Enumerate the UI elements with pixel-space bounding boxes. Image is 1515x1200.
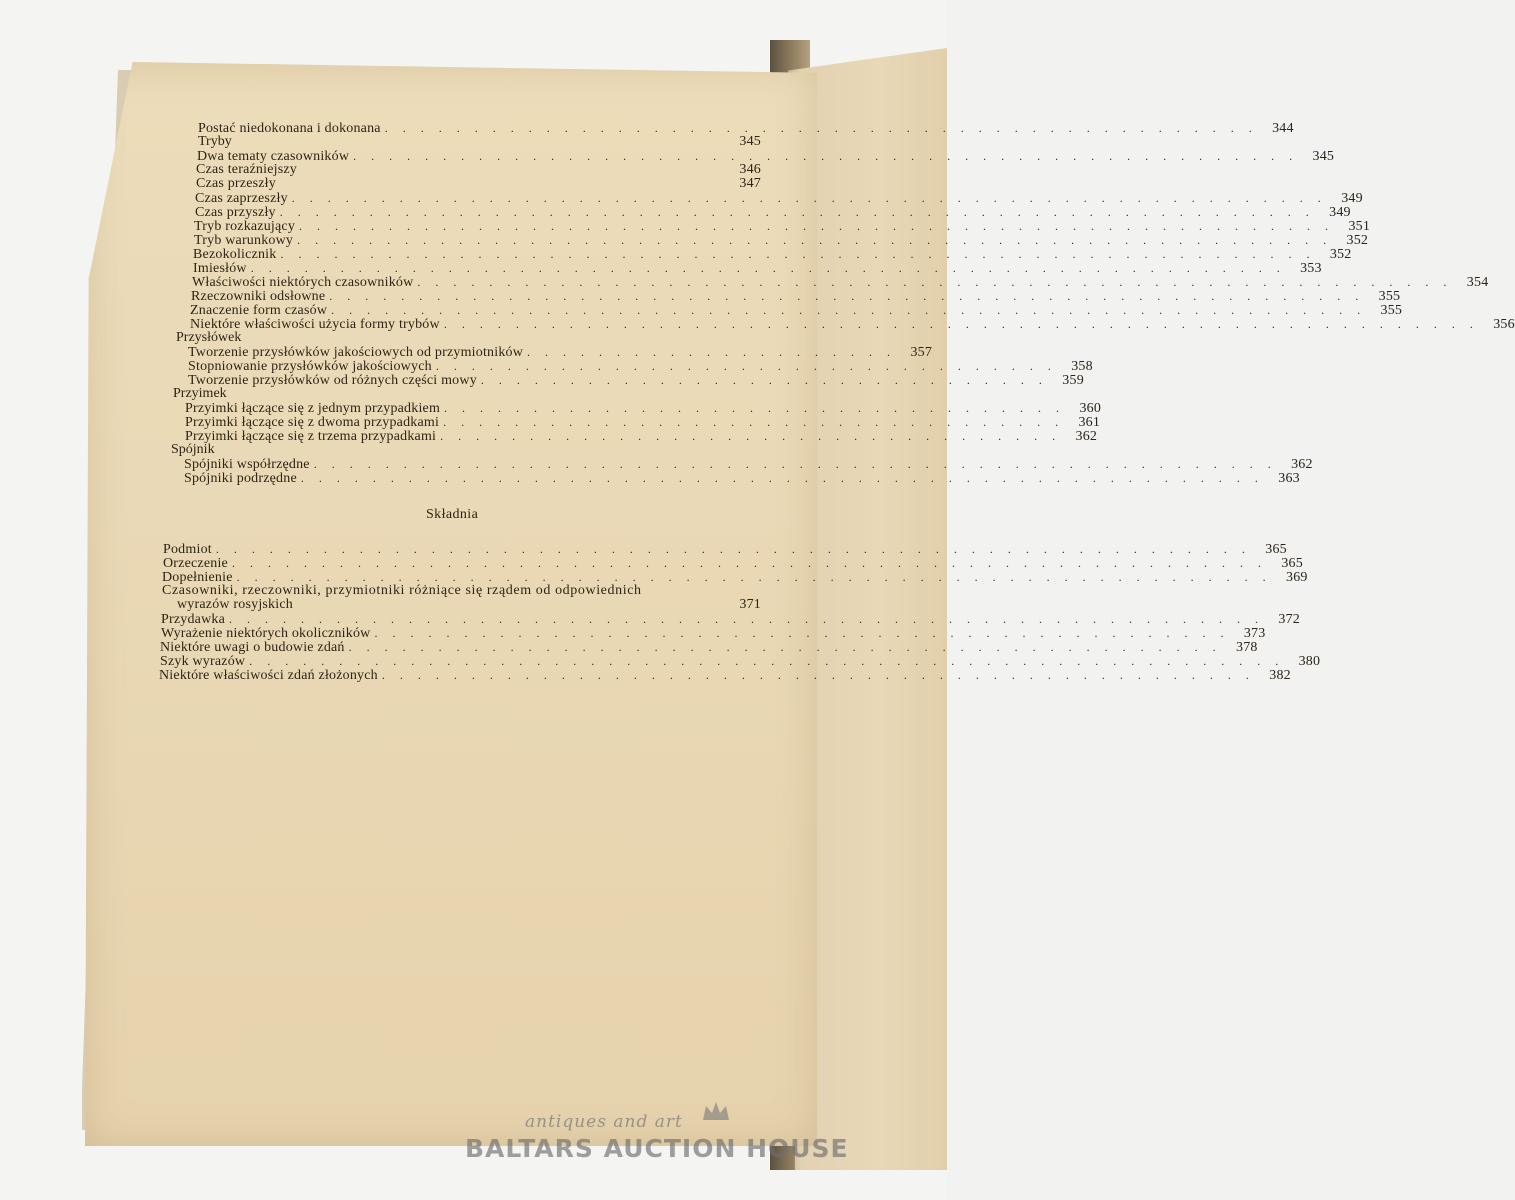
- toc-entry-page: 371: [739, 597, 761, 612]
- toc-entry-label: Czas przyszły: [195, 205, 276, 220]
- toc-entry: [196, 163, 761, 177]
- toc-entry: [161, 626, 1266, 641]
- toc-entry: [161, 612, 1301, 627]
- toc-entry-label: Tryb warunkowy: [194, 233, 294, 248]
- leader-dots: . . . . . . . . . . . . . . . . . . . . . . . . . . . . . . . . . . . . . . . . . . . . . . . . . . . . . . . . . .: [417, 275, 1453, 289]
- leader-dots: . . . . . . . . . . . . . . . . . . . . . . . . . . . . . . . . . . . . . . . . . . . . . . . .: [374, 626, 1230, 640]
- toc-entry-label: Dopełnienie: [162, 570, 233, 585]
- watermark-subtitle: antiques and art: [525, 1112, 683, 1132]
- auction-house-watermark: [465, 1100, 885, 1180]
- toc-entry: [191, 289, 1401, 304]
- toc-entry: [160, 654, 1321, 669]
- section-heading-przyimek: Przyimek: [173, 386, 227, 401]
- leader-dots: . . . . . . . . . . . . . . . . . . . . . . . . . . . . . . . . . . . . . . . . . . . . . . . . . . . . . .: [313, 457, 1277, 471]
- toc-entry: [196, 177, 761, 191]
- leader-dots: . . . . . . . . . . . . . . . . . . . . . . . . . . . . . . . . . . . . . . . . . . . . . . . . .: [348, 640, 1222, 654]
- toc-entry-label: Przyimki łączące się z trzema przypadkami: [185, 429, 437, 444]
- toc-entry-label: Wyrażenie niektórych okoliczników: [161, 626, 371, 641]
- toc-entry: [177, 598, 761, 612]
- toc-entry-label: Niektóre właściwości zdań złożonych: [159, 668, 378, 683]
- toc-entry-label: Spójniki współrzędne: [184, 457, 310, 472]
- toc-entry-label: Niektóre uwagi o budowie zdań: [160, 640, 345, 655]
- toc-entry: [198, 135, 761, 149]
- toc-entry-label: Bezokolicznik: [193, 247, 277, 262]
- section-heading-spojnik: Spójnik: [171, 442, 215, 457]
- section-heading-skladnia: Składnia: [426, 507, 479, 522]
- toc-entry-label: Rzeczowniki odsłowne: [191, 289, 326, 304]
- toc-entry-label: Tworzenie przysłówków od różnych części mowy: [188, 373, 477, 388]
- toc-entry-label: Niektóre właściwości użycia formy trybów: [190, 317, 440, 332]
- toc-entry-label: Postać niedokonana i dokonana: [198, 121, 381, 136]
- leader-dots: . . . . . . . . . . . . . . . . . . . . . . . . . . . . . . . . . . . . . . . . . . . . . . . . . . . . . . . . . .: [279, 205, 1315, 219]
- toc-entry-page: 372: [1278, 612, 1301, 627]
- toc-entry-label: Podmiot: [163, 542, 212, 557]
- toc-entry-label: Znaczenie form czasów: [190, 303, 328, 318]
- toc-entry-label: Imiesłów: [193, 261, 247, 276]
- toc-entry: [195, 191, 1363, 206]
- toc-entry: [159, 668, 1291, 683]
- toc-entry-page: 369: [1286, 570, 1308, 585]
- toc-entry: [184, 471, 1300, 486]
- toc-entry-page: 346: [739, 162, 761, 177]
- toc-entry-label: Tryb rozkazujący: [194, 219, 296, 234]
- toc-entry-label: Przyimki łączące się z dwoma przypadkami: [185, 415, 440, 430]
- toc-entry: [185, 415, 1101, 430]
- crown-icon: [701, 1100, 731, 1122]
- section-heading-przyslowek: Przysłówek: [176, 330, 242, 345]
- toc-entry-label: Czas przeszły: [196, 176, 276, 191]
- leader-dots: . . . . . . . . . . . . . . . . . . . . . . . . . . . . . . . . . . . . . . . . . . . . . . . . . . . . . .: [300, 471, 1264, 485]
- watermark-title: BALTARS AUCTION HOUSE: [465, 1134, 849, 1163]
- leader-dots: . . . . . . . . . . . . . . . . . . . . . . . . . . . . . . . .: [480, 373, 1048, 387]
- toc-entry-page: 365: [1281, 556, 1303, 571]
- leader-dots: . . . . . . . . . . . . . . . . . . . . . . . . . . . . . . . . . . . . . . . . . . . . . . . . . . . . . . . . . .: [291, 191, 1327, 205]
- toc-entry: [194, 219, 1371, 234]
- toc-entry: [190, 303, 1403, 318]
- leader-dots: . . . . . . . . . . . . . . . . . . . . . . . . . . . . . . . . . . . . . . . . . . . . . . . . . . . . . . . . . .: [329, 289, 1365, 303]
- toc-entry-label: Szyk wyrazów: [160, 654, 246, 669]
- toc-entry: [188, 345, 933, 360]
- leader-dots: . . . . . . . . . . . . . . . . . . . . . . . . . . . . . . . . . . .: [435, 359, 1057, 373]
- toc-entry-page: 347: [739, 176, 761, 191]
- toc-entry-page: 362: [1075, 429, 1098, 444]
- toc-entry: [190, 317, 1515, 332]
- toc-entry-label: Spójniki podrzędne: [184, 471, 297, 486]
- toc-entry-page: 349: [1329, 205, 1351, 220]
- toc-entry-page: 361: [1078, 415, 1101, 430]
- toc-entry-page: 353: [1300, 261, 1322, 276]
- leader-dots: . . . . . . . . . . . . . . . . . . . . . . . . . . . . . . . . . . . . . . . . . . . . . . . . .: [384, 121, 1258, 135]
- leader-dots: . . . . . . . . . . . . . . . . . . . . . . . . . . . . . . . . . . . . . . . . . . . . . . . . . . . . . . . . . .: [229, 612, 1265, 626]
- leader-dots: . . . . . . . . . . . . . . . . . . . . . . . . . . . . . . . . . . . . . . . . . . . . . . . . . . . . . . . . . .: [443, 317, 1479, 331]
- toc-entry-page: 380: [1298, 654, 1321, 669]
- toc-entry-page: 344: [1272, 121, 1294, 136]
- toc-entry-page: 382: [1269, 668, 1291, 683]
- leader-dots: . . . . . . . . . . . . . . . . . . . . . . . . . . . . . . . . . . . . . . . . . . . . . . . . . . . . . . . . . .: [249, 654, 1285, 668]
- toc-entry-label: wyrazów rosyjskich: [177, 597, 293, 612]
- toc-entry-label: Stopniowanie przysłówków jakościowych: [188, 359, 432, 374]
- toc-entry-label: Czas zaprzeszły: [195, 191, 288, 206]
- toc-entry-page: 345: [739, 134, 761, 149]
- toc-entry-page: 355: [1378, 289, 1401, 304]
- toc-entry: [163, 556, 1303, 571]
- toc-entry-page: 345: [1312, 149, 1335, 164]
- toc-entry: [188, 359, 1093, 374]
- toc-entry-label: Przyimki łączące się z jednym przypadkiem: [185, 401, 441, 416]
- toc-entry: [198, 121, 1294, 136]
- toc-entry-page: 356: [1493, 317, 1515, 332]
- toc-entry-label: Czasowniki, rzeczowniki, przymiotniki różniące się rządem od odpowiednich: [162, 583, 642, 598]
- leader-dots: . . . . . . . . . . . . . . . . . . . . . . . . . . . . . . . . . . .: [444, 401, 1066, 415]
- toc-entry-page: 352: [1329, 247, 1352, 262]
- leader-dots: . . . . . . . . . . . . . . . . . . . . . . . . . . . . . . . . . . . . . . . . . . . . . . . . . . . . . . . . . .: [215, 542, 1251, 556]
- toc-entry: [188, 373, 1084, 388]
- toc-entry-page: 349: [1341, 191, 1363, 206]
- leader-dots: . . . . . . . . . . . . . . . . . . . . . . . . . . . . . . . . . . . . . . . . . . . . . . . . . . . . . . . . . .: [299, 219, 1335, 233]
- toc-entry-page: 358: [1071, 359, 1093, 374]
- toc-entry: [193, 261, 1322, 276]
- toc-entry: [192, 275, 1489, 290]
- toc-entry-page: 360: [1079, 401, 1102, 416]
- toc-entry-page: 351: [1348, 219, 1371, 234]
- toc-entry-page: 359: [1062, 373, 1084, 388]
- toc-entry: [160, 640, 1258, 655]
- leader-dots: . . . . . . . . . . . . . . . . . . . . . . . . . . . . . . . . . . . . . . . . . . . . . . . . . . . . . . . . . .: [331, 303, 1367, 317]
- toc-entry-label: Przydawka: [161, 612, 226, 627]
- toc-entry: [185, 429, 1098, 444]
- toc-entry: [163, 542, 1287, 557]
- leader-dots: . . . . . . . . . . . . . . . . . . . . . . . . . . . . . . . . . . . . . . . . . . . . . . . . .: [381, 668, 1255, 682]
- toc-entry-page: 365: [1265, 542, 1287, 557]
- toc-entry-page: 363: [1278, 471, 1300, 486]
- toc-entry-page: 357: [910, 345, 933, 360]
- toc-entry-page: 352: [1346, 233, 1369, 248]
- leader-dots: . . . . . . . . . . . . . . . . . . . . . . . . . . . . . . . . . . . . . . . . . . . . . . . . . . . . . . . . . .: [297, 233, 1333, 247]
- leader-dots: . . . . . . . . . . . . . . . . . . . . . . . . . . . . . . . . . . . . . . . . . . . . . . . . . . . . . . . . . .: [231, 556, 1267, 570]
- leader-dots: . . . . . . . . . . . . . . . . . . . . . . . . . . . . . . . . . . .: [443, 415, 1065, 429]
- leader-dots: . . . . . . . . . . . . . . . . . . . . . . . . . . . . . . . . . . . . . . . . . . . . . . . . . . . . .: [353, 149, 1299, 163]
- toc-entry: [185, 401, 1102, 416]
- toc-entry: [195, 205, 1351, 220]
- toc-entry: [184, 457, 1313, 472]
- toc-entry-label: Tryby: [198, 134, 232, 149]
- toc-entry-label: Właściwości niektórych czasowników: [192, 275, 414, 290]
- toc-entry-page: 362: [1291, 457, 1313, 472]
- toc-entry-label: Dwa tematy czasowników: [197, 149, 350, 164]
- toc-entry-page: 373: [1243, 626, 1266, 641]
- leader-dots: . . . . . . . . . . . . . . . . . . . . . . . . . . . . . . . . . . . . . . . . . . . . . . . . . . . . . . . . . .: [236, 570, 1272, 584]
- toc-entry-page: 354: [1466, 275, 1489, 290]
- toc-entry-label: Czas teraźniejszy: [196, 162, 297, 177]
- toc-entry-label: Orzeczenie: [163, 556, 228, 571]
- toc-entry-page: 378: [1236, 640, 1258, 655]
- leader-dots: . . . . . . . . . . . . . . . . . . . . . . . . . . . . . . . . . . .: [440, 429, 1062, 443]
- toc-entry: [193, 247, 1352, 262]
- toc-entry-label: Tworzenie przysłówków jakościowych od przymiotników: [188, 345, 524, 360]
- leader-dots: . . . . . . . . . . . . . . . . . . . . .: [527, 345, 897, 359]
- toc-entry-page: 355: [1380, 303, 1403, 318]
- leader-dots: . . . . . . . . . . . . . . . . . . . . . . . . . . . . . . . . . . . . . . . . . . . . . . . . . . . . . . . . . .: [280, 247, 1316, 261]
- leader-dots: . . . . . . . . . . . . . . . . . . . . . . . . . . . . . . . . . . . . . . . . . . . . . . . . . . . . . . . . . .: [250, 261, 1286, 275]
- toc-entry: [194, 233, 1369, 248]
